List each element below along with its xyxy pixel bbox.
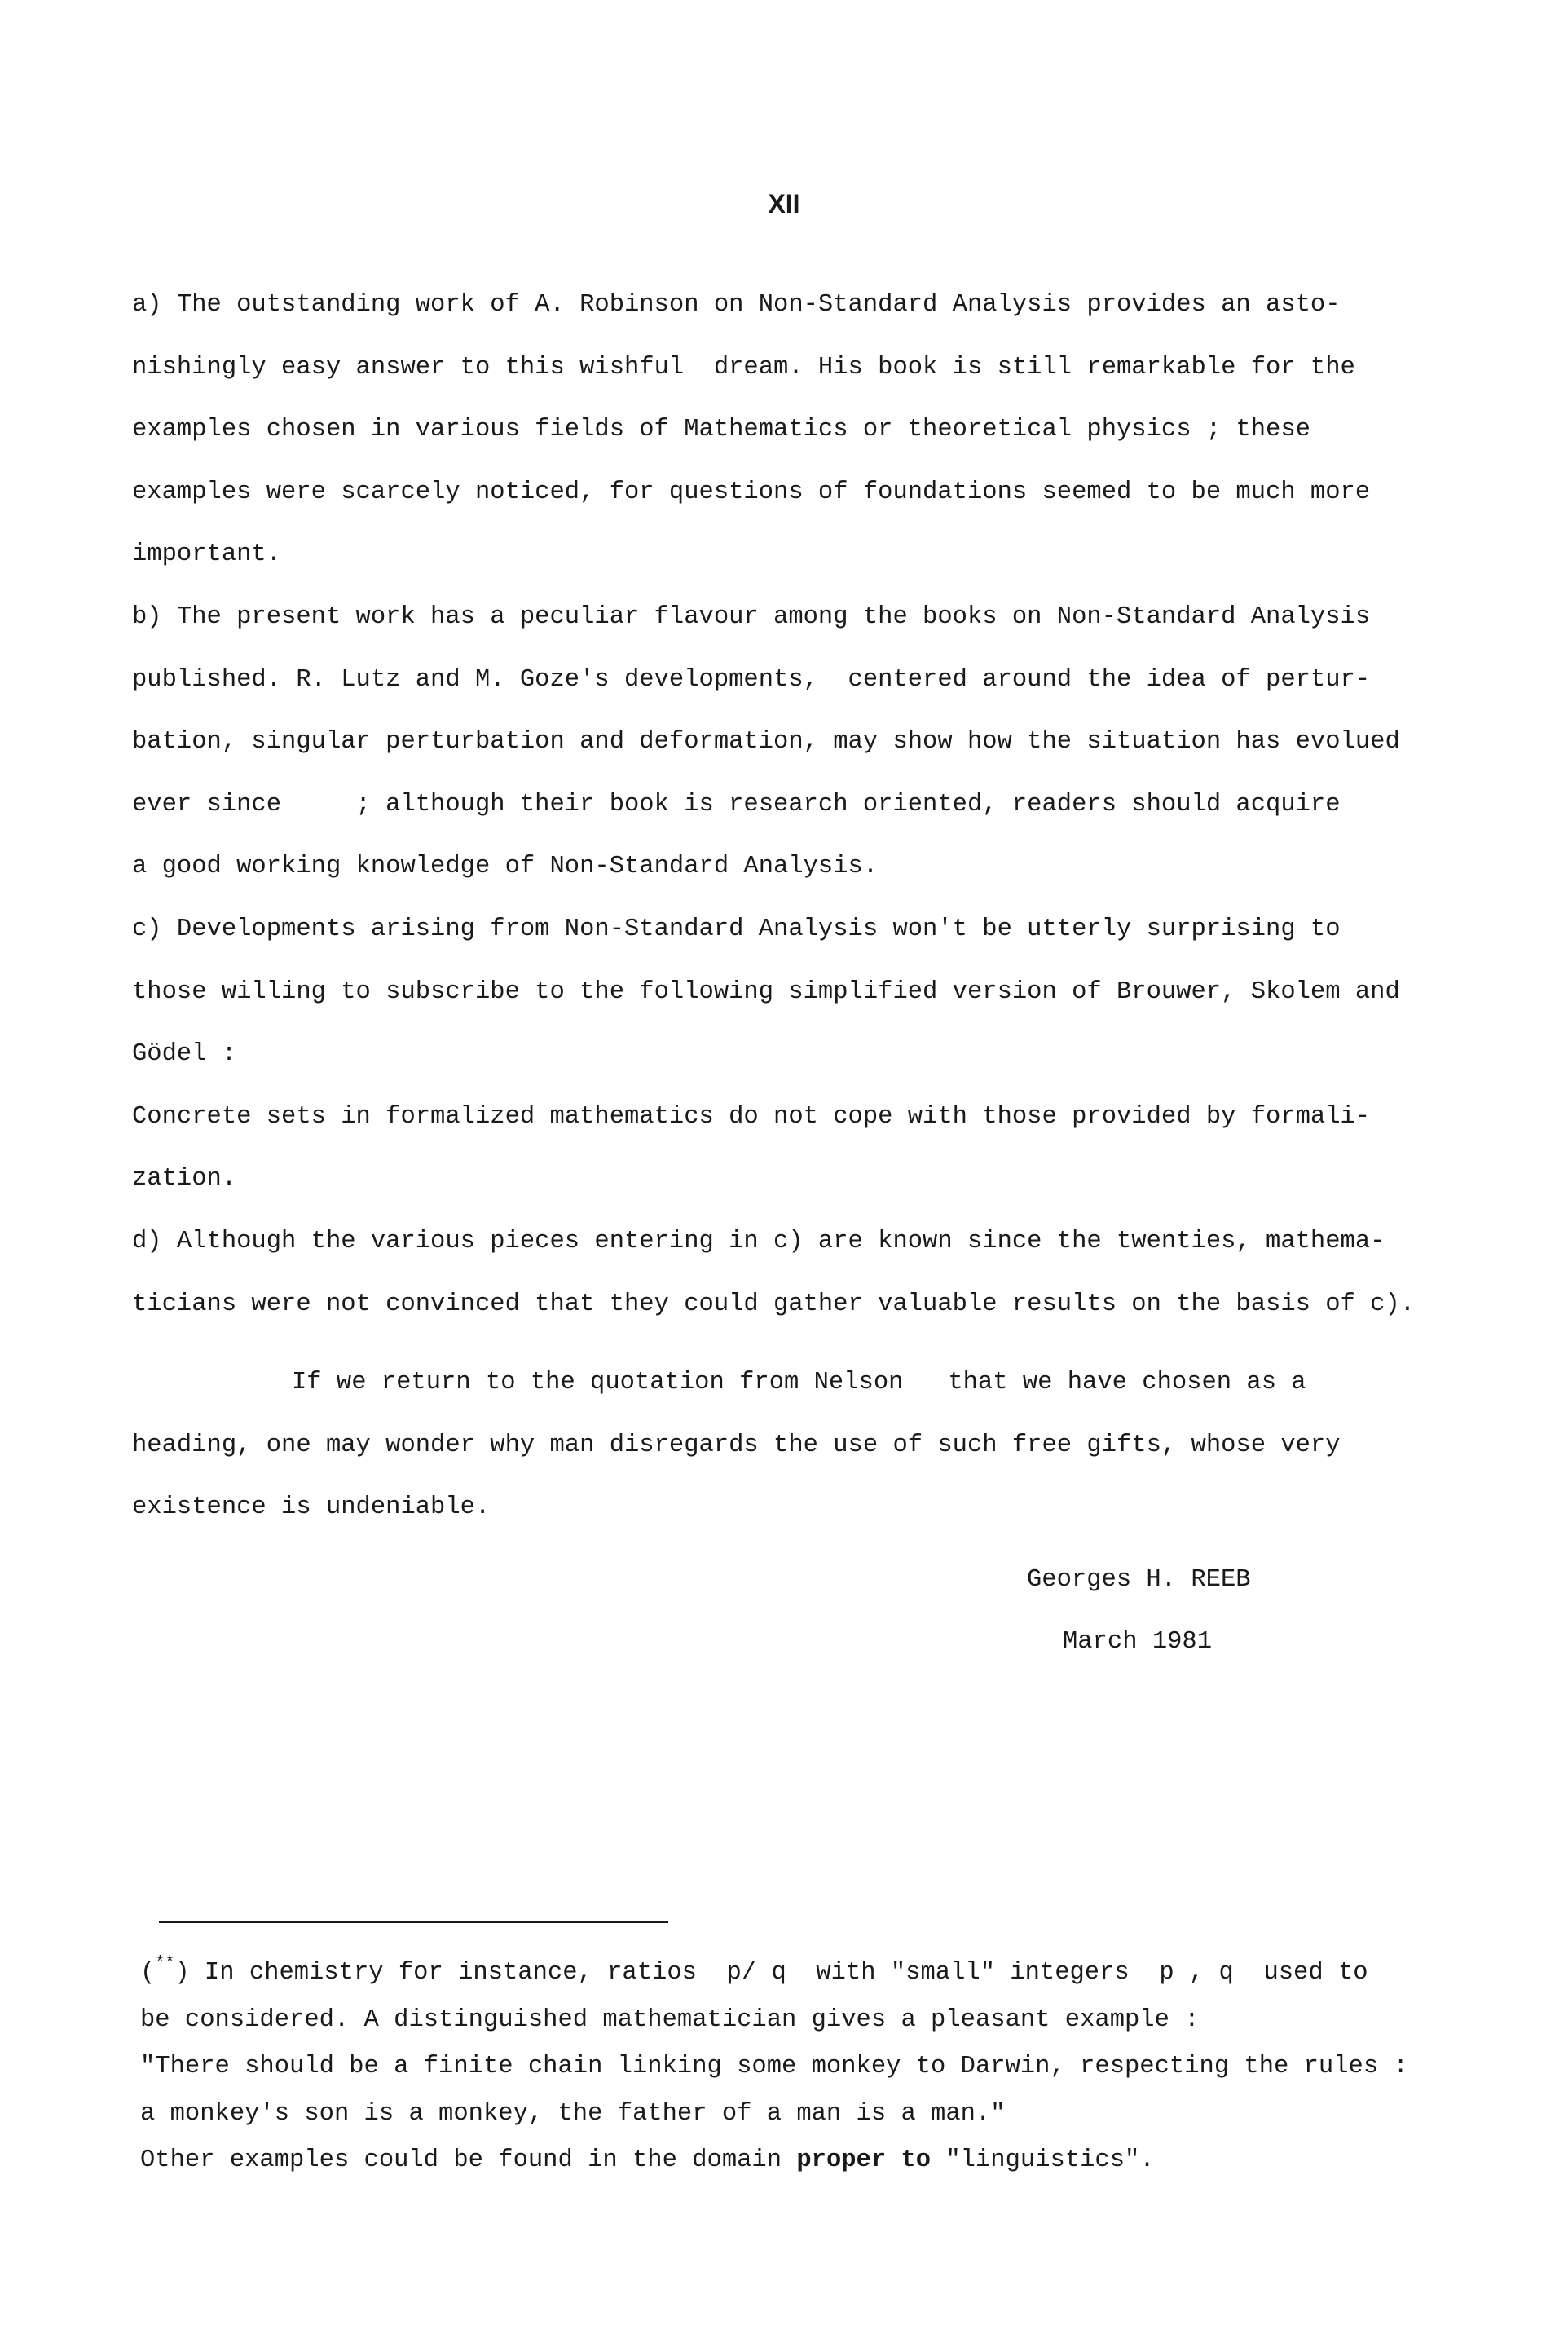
footnote-line: a monkey's son is a monkey, the father of a man is a man." bbox=[140, 2099, 1006, 2128]
signature-name: Georges H. REEB bbox=[1027, 1566, 1251, 1594]
footnote-text: ) In chemistry for instance, ratios p/ q with "small" integers p , q used to bbox=[174, 1959, 1368, 1987]
text-line: Gödel : bbox=[132, 1040, 237, 1069]
footnote-text: "linguistics". bbox=[931, 2146, 1155, 2174]
text-line: a) The outstanding work of A. Robinson on Non-Standard Analysis provides an asto- bbox=[132, 291, 1341, 319]
text-line: zation. bbox=[132, 1165, 237, 1193]
text-line: ever since ; although their book is research oriented, readers should acquire bbox=[132, 790, 1341, 818]
text-line: nishingly easy answer to this wishful dream. His book is still remarkable for the bbox=[132, 353, 1355, 382]
closing-line: heading, one may wonder why man disregards the use of such free gifts, whose very bbox=[132, 1431, 1341, 1459]
footnote-line: "There should be a finite chain linking some monkey to Darwin, respecting the rules : bbox=[140, 2053, 1408, 2080]
footnote bbox=[140, 1950, 1493, 2185]
footnote-line bbox=[140, 2138, 1493, 2185]
signature-block bbox=[1027, 1549, 1251, 1673]
closing-line: existence is undeniable. bbox=[132, 1493, 491, 1522]
body-text bbox=[132, 274, 1485, 1539]
footnote-divider bbox=[159, 1921, 668, 1923]
page-number: XII bbox=[768, 189, 800, 218]
text-line: Concrete sets in formalized mathematics do not cope with those provided by formali- bbox=[132, 1102, 1371, 1131]
text-line: ticians were not convinced that they could gather valuable results on the basis of c). bbox=[132, 1290, 1416, 1318]
signature-date: March 1981 bbox=[1063, 1628, 1213, 1656]
footnote-text: Other examples could be found in the domain bbox=[140, 2146, 797, 2174]
text-line: examples chosen in various fields of Mathematics or theoretical physics ; these bbox=[132, 416, 1310, 444]
text-line: examples were scarcely noticed, for questions of foundations seemed to be much more bbox=[132, 478, 1371, 506]
text-line: bation, singular perturbation and deformation, may show how the situation has evolued bbox=[132, 728, 1400, 757]
footnote-line: be considered. A distinguished mathematician gives a pleasant example : bbox=[140, 2005, 1200, 2034]
text-line: b) The present work has a peculiar flavour among the books on Non-Standard Analysis bbox=[132, 602, 1371, 631]
footnote-marker: ** bbox=[155, 1954, 175, 1973]
footnote-paren: ( bbox=[140, 1959, 156, 1987]
footnote-bold-text: proper to bbox=[796, 2146, 932, 2174]
text-line: published. R. Lutz and M. Goze's developments, centered around the idea of pertur- bbox=[132, 665, 1371, 694]
text-line: a good working knowledge of Non-Standard Analysis. bbox=[132, 853, 879, 881]
text-line: c) Developments arising from Non-Standard Analysis won't be utterly surprising to bbox=[132, 915, 1341, 943]
text-line: those willing to subscribe to the following simplified version of Brouwer, Skolem and bbox=[132, 977, 1400, 1006]
footnote-line bbox=[140, 1950, 1493, 1997]
closing-line: If we return to the quotation from Nelson that we have chosen as a bbox=[292, 1369, 1306, 1397]
text-line: d) Although the various pieces entering in c) are known since the twenties, mathema- bbox=[132, 1227, 1385, 1255]
text-line: important. bbox=[132, 540, 282, 569]
